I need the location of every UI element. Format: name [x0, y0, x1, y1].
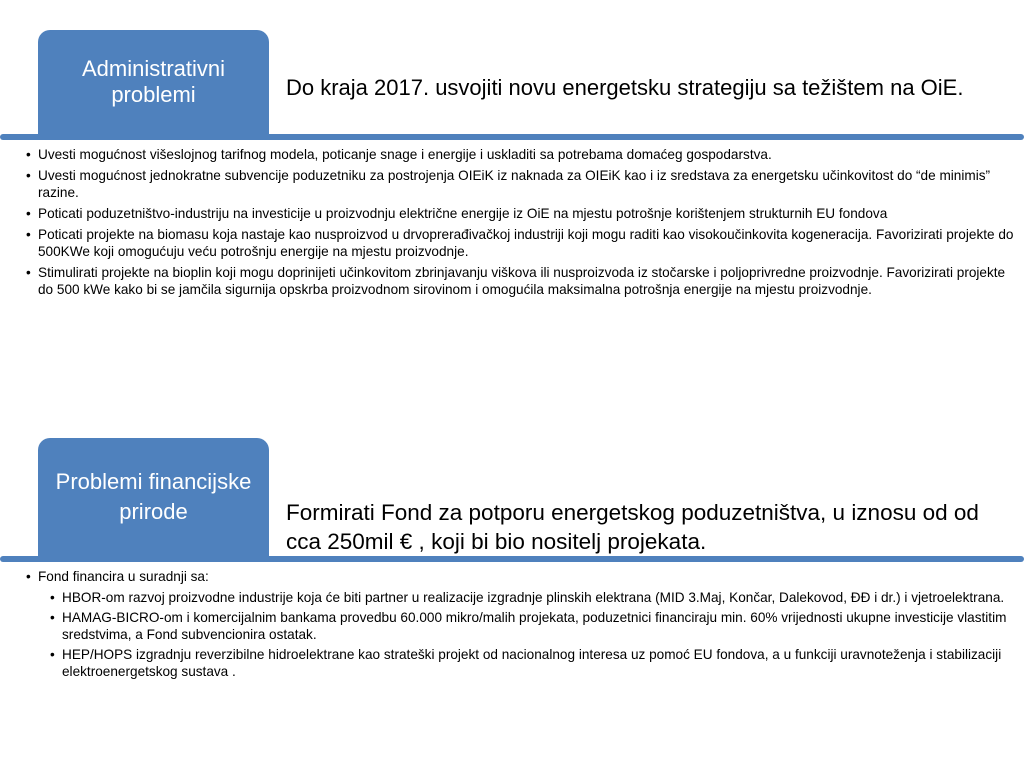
- section-divider: [0, 134, 1024, 140]
- list-item: • Uvesti mogućnost jednokratne subvencije poduzetniku za postrojenja OIEiK iz naknada za OIEiK kao i iz sredstava za energetsku učinkovitost do “de minimis” razine.: [24, 167, 1014, 201]
- list-item-text: Fond financira u suradnji sa:: [38, 569, 209, 584]
- list-item: • HEP/HOPS izgradnju reverzibilne hidroelektrane kao strateški projekt od nacionalnog interesa uz pomoć EU fondova, a u funkciji uravnoteženja i stabilizaciji elektroenergetskog sustava .: [48, 646, 1014, 680]
- bullet-list: [24, 146, 1014, 302]
- section-headline: Formirati Fond za potporu energetskog poduzetništva, u iznosu od od cca 250mil € , koji bi bio nositelj projekata.: [286, 500, 979, 554]
- section-financial: [0, 430, 1024, 768]
- list-item: • Poticati projekte na biomasu koja nastaje kao nusproizvod u drvoprerađivačkoj industriji koji mogu raditi kao visokoučinkovita kogeneracija. Favorizirati projekte do 500KWe koji omogućuju veću potrošnju energije na mjestu proizvodnje.: [24, 226, 1014, 260]
- section-divider: [0, 556, 1024, 562]
- list-item: • HBOR-om razvoj proizvodne industrije koja će biti partner u realizacije izgradnje plinskih elektrana (MID 3.Maj, Končar, Dalekovod, ĐĐ i dr.) i vjetroelektrana.: [48, 589, 1014, 606]
- section-label-box: Problemi financijske prirode: [38, 438, 269, 556]
- section-headline: Do kraja 2017. usvojiti novu energetsku strategiju sa težištem na OiE.: [286, 75, 964, 100]
- list-item: • Stimulirati projekte na bioplin koji mogu doprinijeti učinkovitom zbrinjavanju viškova ili nusproizvoda iz stočarske i poljoprivredne proizvodnje. Favorizirati projekte do 500 kWe kako bi se jamčila sigurnija opskrba proizvodnom sirovinom i omogućila maksimalna potrošnja energije na mjestu proizvodnje.: [24, 264, 1014, 298]
- list-item: • HAMAG-BICRO-om i komercijalnim bankama provedbu 60.000 mikro/malih projekata, poduzetnici financiraju min. 60% vrijednosti ukupne investicije vlastitim sredstvima, a Fond subvencionira ostatak.: [48, 609, 1014, 643]
- list-item: [24, 568, 1014, 680]
- sub-bullet-list: [38, 589, 1014, 680]
- bullet-list: [24, 568, 1014, 684]
- list-item: • Poticati poduzetništvo-industriju na investicije u proizvodnju električne energije iz OiE na mjestu potrošnje korištenjem strukturnih EU fondova: [24, 205, 1014, 222]
- list-item: • Uvesti mogućnost višeslojnog tarifnog modela, poticanje snage i energije i uskladiti sa potrebama domaćeg gospodarstva.: [24, 146, 1014, 163]
- section-label-box: Administrativni problemi: [38, 30, 269, 134]
